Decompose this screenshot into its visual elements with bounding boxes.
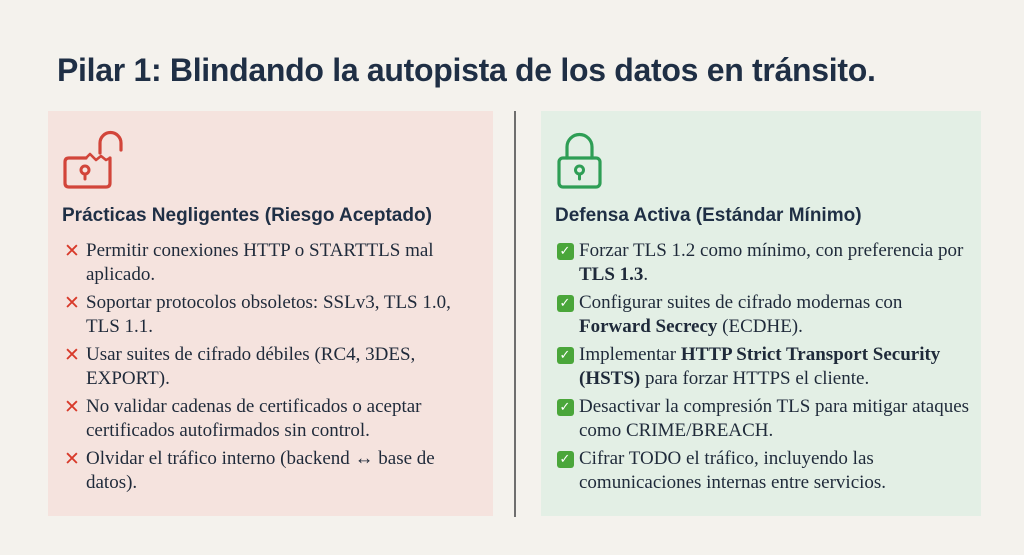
- list-item: ✕ No validar cadenas de certificados o aceptar certificados autofirmados sin control.: [62, 395, 483, 443]
- list-item: ✓ Forzar TLS 1.2 como mínimo, con preferencia por TLS 1.3.: [555, 239, 971, 287]
- closed-lock-icon: [553, 125, 623, 191]
- active-defense-panel: [541, 111, 981, 516]
- page-title: Pilar 1: Blindando la autopista de los datos en tránsito.: [57, 52, 876, 88]
- green-check-icon: ✓: [557, 451, 574, 468]
- active-defense-heading: Defensa Activa (Estándar Mínimo): [555, 205, 862, 226]
- active-defense-list: [555, 239, 971, 499]
- green-check-icon: ✓: [557, 295, 574, 312]
- negligent-practices-list: [62, 239, 483, 499]
- green-check-icon: ✓: [557, 399, 574, 416]
- red-x-icon: ✕: [64, 292, 80, 314]
- red-x-icon: ✕: [64, 344, 80, 366]
- list-item: ✓ Desactivar la compresión TLS para mitigar ataques como CRIME/BREACH.: [555, 395, 971, 443]
- negligent-practices-panel: [48, 111, 493, 516]
- list-item: ✓ Configurar suites de cifrado modernas con Forward Secrecy (ECDHE).: [555, 291, 971, 339]
- red-x-icon: ✕: [64, 448, 80, 470]
- list-item: ✕ Olvidar el tráfico interno (backend ↔ base de datos).: [62, 447, 483, 495]
- green-check-icon: ✓: [557, 347, 574, 364]
- green-check-icon: ✓: [557, 243, 574, 260]
- red-x-icon: ✕: [64, 240, 80, 262]
- open-lock-icon: [60, 125, 130, 191]
- red-x-icon: ✕: [64, 396, 80, 418]
- list-item: ✓ Implementar HTTP Strict Transport Security (HSTS) para forzar HTTPS el cliente.: [555, 343, 971, 391]
- list-item: ✓ Cifrar TODO el tráfico, incluyendo las comunicaciones internas entre servicios.: [555, 447, 971, 495]
- list-item: ✕ Soportar protocolos obsoletos: SSLv3, TLS 1.0, TLS 1.1.: [62, 291, 483, 339]
- list-item: ✕ Permitir conexiones HTTP o STARTTLS mal aplicado.: [62, 239, 483, 287]
- column-divider: [514, 111, 516, 517]
- negligent-practices-heading: Prácticas Negligentes (Riesgo Aceptado): [62, 205, 432, 226]
- list-item: ✕ Usar suites de cifrado débiles (RC4, 3DES, EXPORT).: [62, 343, 483, 391]
